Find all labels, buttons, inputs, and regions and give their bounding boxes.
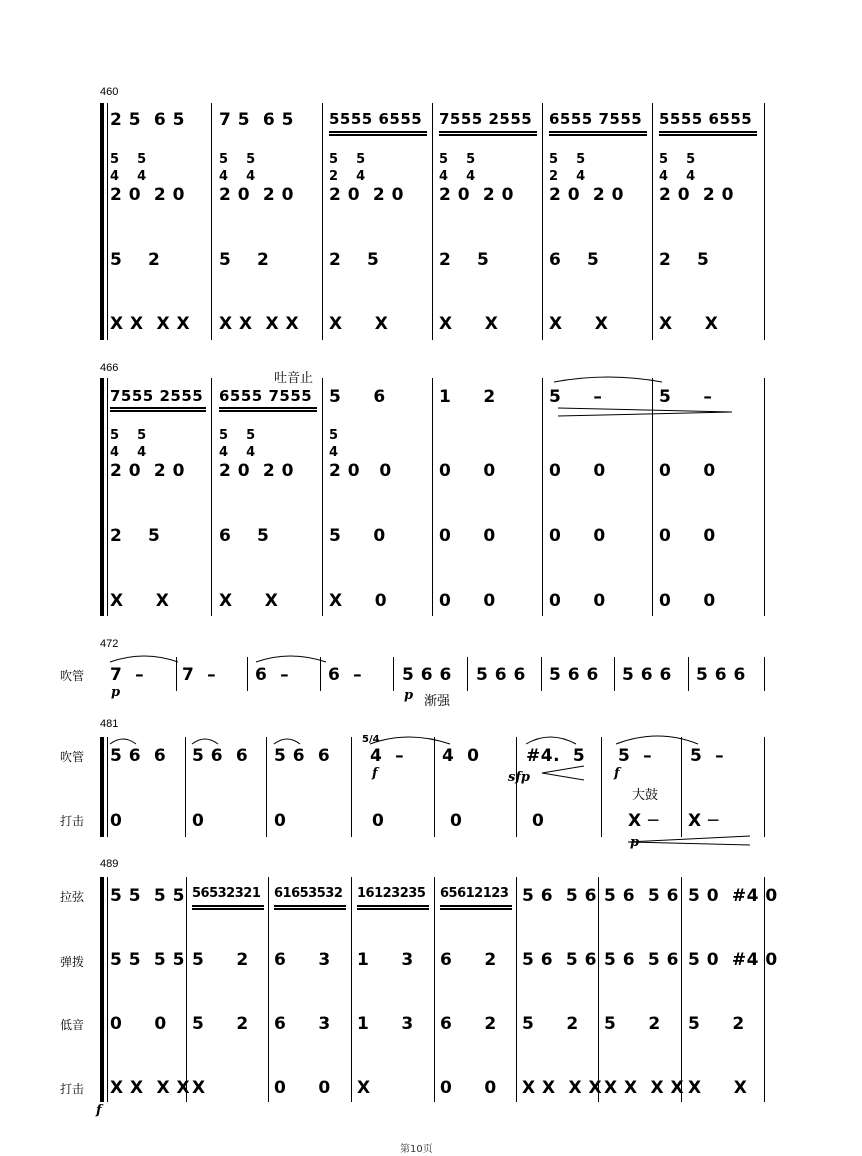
notation-cell: 0 0 bbox=[659, 591, 716, 611]
chord-bottom: 0 0 bbox=[549, 461, 606, 481]
notation-cell: 0 0 bbox=[549, 526, 606, 546]
chord-top: 5 5 bbox=[549, 152, 586, 167]
instrument-label: 吹管 bbox=[60, 750, 85, 764]
chord-mid: 4 4 bbox=[219, 169, 256, 184]
instrument-label: 弹拨 bbox=[60, 955, 85, 969]
chord-bottom: 2 0 2 0 bbox=[219, 461, 294, 481]
notation-cell: 5 5 5 5 bbox=[110, 886, 185, 906]
notation-cell: 6 5 bbox=[549, 250, 600, 270]
crescendo-hairpin bbox=[628, 834, 752, 846]
measure-number: 481 bbox=[100, 718, 119, 730]
instrument-label: 拉弦 bbox=[60, 890, 85, 904]
dynamic-marking: f bbox=[614, 766, 620, 781]
chord-mid: 4 4 bbox=[439, 169, 476, 184]
barline bbox=[764, 103, 765, 340]
chord-top: 5 bbox=[329, 428, 339, 443]
notation-cell: X X bbox=[329, 314, 389, 334]
barline bbox=[322, 103, 323, 340]
notation-cell: 5 2 bbox=[192, 950, 249, 970]
notation-cell: 5 6 5 6 bbox=[522, 886, 597, 906]
barline bbox=[542, 378, 543, 616]
chord-mid: 4 4 bbox=[659, 169, 696, 184]
notation-cell: 2 5 bbox=[110, 526, 161, 546]
chord-bottom: 2 0 2 0 bbox=[219, 185, 294, 205]
notation-cell: 5 2 bbox=[604, 1014, 661, 1034]
barline bbox=[393, 657, 394, 691]
notation-cell: X X bbox=[549, 314, 609, 334]
notation-cell: 5 – bbox=[659, 387, 713, 407]
chord-bottom: 2 0 2 0 bbox=[329, 185, 404, 205]
measure-number: 466 bbox=[100, 362, 119, 374]
notation-cell: 0 bbox=[372, 811, 385, 831]
notation-cell: #4. 5 bbox=[526, 746, 586, 766]
beam-line bbox=[110, 407, 206, 409]
notation-cell: 2 5 bbox=[659, 250, 710, 270]
barline bbox=[467, 657, 468, 691]
notation-cell: 6 – bbox=[328, 665, 363, 685]
instrument-label: 吹管 bbox=[60, 669, 85, 683]
notation-cell: 5 6 6 bbox=[476, 665, 526, 685]
beam-line bbox=[219, 407, 317, 409]
notation-cell: 0 bbox=[450, 811, 463, 831]
beam-line bbox=[549, 134, 647, 136]
barline bbox=[681, 877, 682, 1102]
notation-cell: 5 6 5 6 bbox=[604, 950, 679, 970]
barline bbox=[185, 737, 186, 837]
beam-line bbox=[110, 410, 206, 412]
notation-cell: 5 2 bbox=[522, 1014, 579, 1034]
barline bbox=[764, 737, 765, 837]
notation-cell: 2 5 bbox=[439, 250, 490, 270]
notation-cell: 7 5 6 5 bbox=[219, 110, 294, 130]
notation-cell: 0 bbox=[110, 811, 123, 831]
system-bracket bbox=[100, 737, 104, 837]
notation-cell: 5 6 5 6 bbox=[604, 886, 679, 906]
system-bracket-line bbox=[107, 103, 108, 340]
barline bbox=[516, 737, 517, 837]
beam-line bbox=[659, 134, 757, 136]
dynamic-marking: f bbox=[96, 1103, 102, 1118]
notation-cell: 0 0 bbox=[659, 526, 716, 546]
chord-top: 5 5 bbox=[439, 152, 476, 167]
notation-cell: 5 6 6 bbox=[402, 665, 452, 685]
barline bbox=[434, 877, 435, 1102]
notation-cell: 6 5 bbox=[219, 526, 270, 546]
notation-cell: 7555 2555 bbox=[439, 110, 533, 128]
dynamic-marking: p bbox=[404, 688, 414, 703]
chord-mid: 4 4 bbox=[219, 445, 256, 460]
barline bbox=[434, 737, 435, 837]
barline bbox=[351, 877, 352, 1102]
barline bbox=[351, 737, 352, 837]
barline bbox=[542, 103, 543, 340]
beam-line bbox=[659, 131, 757, 133]
chord-bottom: 2 0 2 0 bbox=[549, 185, 624, 205]
chord-bottom: 2 0 2 0 bbox=[110, 461, 185, 481]
beam-line bbox=[439, 134, 537, 136]
notation-cell: X X X X bbox=[522, 1078, 603, 1098]
notation-cell: 5 – bbox=[690, 746, 725, 766]
meter-change: 5/4 bbox=[362, 734, 380, 745]
barline bbox=[601, 737, 602, 837]
chord-bottom: 0 0 bbox=[439, 461, 496, 481]
notation-cell: 65612123 bbox=[440, 886, 509, 901]
tie-arcs bbox=[106, 648, 346, 666]
chord-bottom: 2 0 2 0 bbox=[659, 185, 734, 205]
notation-cell: 5 2 bbox=[219, 250, 270, 270]
dynamic-marking: sfp bbox=[508, 770, 531, 785]
notation-cell: 5 6 6 bbox=[192, 746, 249, 766]
barline bbox=[266, 737, 267, 837]
beam-line bbox=[549, 131, 647, 133]
notation-cell: 6 3 bbox=[274, 1014, 331, 1034]
notation-cell: 7555 2555 bbox=[110, 387, 204, 405]
notation-cell: 0 bbox=[192, 811, 205, 831]
chord-top: 5 5 bbox=[110, 428, 147, 443]
notation-cell: 4 – bbox=[370, 746, 405, 766]
notation-cell: 5 6 6 bbox=[696, 665, 746, 685]
barline bbox=[652, 103, 653, 340]
barline bbox=[322, 378, 323, 616]
notation-cell: 5 6 6 bbox=[110, 746, 167, 766]
chord-top: 5 5 bbox=[329, 152, 366, 167]
system-bracket-line bbox=[107, 737, 108, 837]
instrument-label: 打击 bbox=[60, 814, 85, 828]
crescendo-text: 渐强 bbox=[424, 694, 451, 709]
dynamic-marking: p bbox=[111, 685, 121, 700]
chord-bottom: 2 0 2 0 bbox=[110, 185, 185, 205]
notation-cell: 0 0 bbox=[439, 526, 496, 546]
notation-cell: 5 2 bbox=[110, 250, 161, 270]
system-bracket bbox=[100, 877, 104, 1102]
notation-cell: X X bbox=[659, 314, 719, 334]
notation-cell: X 0 bbox=[329, 591, 388, 611]
barline bbox=[432, 103, 433, 340]
barline bbox=[681, 737, 682, 837]
system-bracket bbox=[100, 103, 104, 340]
notation-cell: 4 0 bbox=[442, 746, 480, 766]
chord-mid: 4 bbox=[329, 445, 339, 460]
notation-cell: 5555 6555 bbox=[329, 110, 423, 128]
barline bbox=[186, 877, 187, 1102]
chord-top: 5 5 bbox=[110, 152, 147, 167]
notation-cell: X X X X bbox=[110, 1078, 191, 1098]
barline bbox=[598, 877, 599, 1102]
notation-cell: X X bbox=[219, 591, 279, 611]
barline bbox=[541, 657, 542, 691]
notation-cell: X bbox=[192, 1078, 206, 1098]
barline bbox=[764, 657, 765, 691]
notation-cell: 5 6 6 bbox=[549, 665, 599, 685]
beam-line bbox=[192, 905, 264, 907]
barline bbox=[764, 378, 765, 616]
notation-cell: 7 – bbox=[110, 665, 145, 685]
measure-number: 489 bbox=[100, 858, 119, 870]
notation-cell: X ─ bbox=[628, 811, 659, 831]
page-number: 第10页 bbox=[400, 1144, 433, 1155]
notation-cell: X ─ bbox=[688, 811, 719, 831]
instrument-annotation: 大鼓 bbox=[632, 788, 659, 803]
notation-cell: 0 0 bbox=[110, 1014, 167, 1034]
chord-bottom: 2 0 2 0 bbox=[439, 185, 514, 205]
beam-line bbox=[274, 908, 346, 910]
beam-line bbox=[439, 131, 537, 133]
beam-line bbox=[329, 134, 427, 136]
beam-line bbox=[357, 905, 429, 907]
notation-cell: 5 6 6 bbox=[622, 665, 672, 685]
notation-cell: X X X X bbox=[110, 314, 191, 334]
barline bbox=[211, 378, 212, 616]
dynamic-marking: f bbox=[372, 766, 378, 781]
system-bracket bbox=[100, 378, 104, 616]
notation-cell: 0 0 bbox=[549, 591, 606, 611]
chord-mid: 4 4 bbox=[110, 445, 147, 460]
notation-cell: X X X X bbox=[604, 1078, 685, 1098]
notation-cell: 0 0 bbox=[439, 591, 496, 611]
notation-cell: 5 0 #4 0 bbox=[688, 950, 778, 970]
notation-cell: 5 2 bbox=[192, 1014, 249, 1034]
barline bbox=[764, 877, 765, 1102]
notation-cell: 6 3 bbox=[274, 950, 331, 970]
chord-bottom: 2 0 0 bbox=[329, 461, 392, 481]
barline bbox=[432, 378, 433, 616]
beam-line bbox=[357, 908, 429, 910]
notation-cell: 5 0 #4 0 bbox=[688, 886, 778, 906]
chord-mid: 2 4 bbox=[329, 169, 366, 184]
notation-cell: 61653532 bbox=[274, 886, 343, 901]
notation-cell: 5 6 6 bbox=[274, 746, 331, 766]
measure-number: 460 bbox=[100, 86, 119, 98]
system-bracket-line bbox=[107, 378, 108, 616]
notation-cell: 56532321 bbox=[192, 886, 261, 901]
notation-cell: 1 3 bbox=[357, 1014, 414, 1034]
notation-cell: 2 5 6 5 bbox=[110, 110, 185, 130]
chord-top: 5 5 bbox=[219, 152, 256, 167]
notation-cell: 6 2 bbox=[440, 1014, 497, 1034]
crescendo-hairpin bbox=[540, 764, 586, 782]
notation-cell: 2 5 bbox=[329, 250, 380, 270]
chord-top: 5 5 bbox=[659, 152, 696, 167]
notation-cell: X X bbox=[439, 314, 499, 334]
barline bbox=[211, 103, 212, 340]
notation-cell: 1 3 bbox=[357, 950, 414, 970]
notation-cell: X bbox=[357, 1078, 371, 1098]
beam-line bbox=[274, 905, 346, 907]
tie-and-decrescendo bbox=[548, 372, 738, 422]
chord-mid: 2 4 bbox=[549, 169, 586, 184]
instrument-label: 低音 bbox=[60, 1018, 85, 1032]
barline bbox=[688, 657, 689, 691]
barline bbox=[516, 877, 517, 1102]
notation-cell: 6555 7555 bbox=[549, 110, 643, 128]
notation-cell: 5 – bbox=[549, 387, 603, 407]
notation-cell: 0 bbox=[532, 811, 545, 831]
notation-cell: 5 6 5 6 bbox=[522, 950, 597, 970]
system-bracket-line bbox=[107, 877, 108, 1102]
chord-bottom: 0 0 bbox=[659, 461, 716, 481]
beam-line bbox=[219, 410, 317, 412]
notation-cell: 5 0 bbox=[329, 526, 386, 546]
measure-number: 472 bbox=[100, 638, 119, 650]
barline bbox=[268, 877, 269, 1102]
beam-line bbox=[440, 908, 512, 910]
notation-cell: 0 bbox=[274, 811, 287, 831]
beam-line bbox=[192, 908, 264, 910]
notation-cell: 5 2 bbox=[688, 1014, 745, 1034]
notation-cell: 6555 7555 bbox=[219, 387, 313, 405]
chord-top: 5 5 bbox=[219, 428, 256, 443]
notation-cell: 6 – bbox=[255, 665, 290, 685]
notation-cell: X X X X bbox=[219, 314, 300, 334]
notation-cell: 7 – bbox=[182, 665, 217, 685]
beam-line bbox=[440, 905, 512, 907]
notation-cell: 5 – bbox=[618, 746, 653, 766]
notation-cell: X X bbox=[688, 1078, 748, 1098]
notation-cell: 5 6 bbox=[329, 387, 386, 407]
chord-mid: 4 4 bbox=[110, 169, 147, 184]
notation-cell: 0 0 bbox=[274, 1078, 331, 1098]
beam-line bbox=[329, 131, 427, 133]
notation-cell: X X bbox=[110, 591, 170, 611]
notation-cell: 5555 6555 bbox=[659, 110, 753, 128]
notation-cell: 16123235 bbox=[357, 886, 426, 901]
performance-annotation: 吐音止 bbox=[274, 371, 314, 386]
barline bbox=[614, 657, 615, 691]
notation-cell: 0 0 bbox=[440, 1078, 497, 1098]
slur-arcs bbox=[108, 728, 768, 748]
instrument-label: 打击 bbox=[60, 1082, 85, 1096]
notation-cell: 5 5 5 5 bbox=[110, 950, 185, 970]
notation-cell: 1 2 bbox=[439, 387, 496, 407]
notation-cell: 6 2 bbox=[440, 950, 497, 970]
